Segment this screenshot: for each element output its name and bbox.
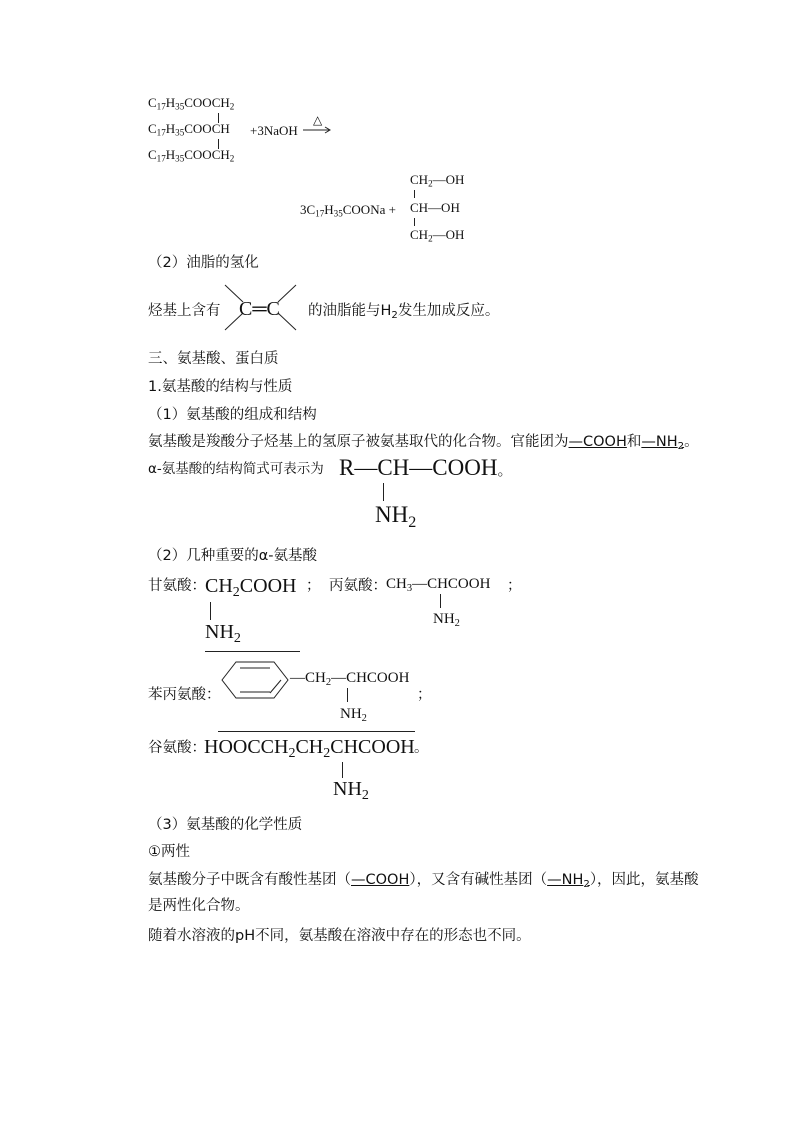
alpha-structure: R—CH—COOH。 bbox=[339, 455, 513, 480]
heat-condition: △ bbox=[313, 113, 323, 127]
phenylalanine-underline bbox=[218, 731, 415, 732]
amphoteric-para-line1: 氨基酸分子中既含有酸性基团（—COOH），又含有碱性基团$(—NH_2)$，因此，氨基酸 bbox=[148, 872, 699, 891]
hydrogenation-heading: （2）油脂的氢化 bbox=[148, 255, 259, 271]
ester-row-2: $C_{17}H_{35}COOCH$ bbox=[148, 121, 230, 138]
alanine-bond bbox=[440, 594, 441, 608]
glycine-bond bbox=[210, 602, 211, 620]
glycerol-row-2: CH—OH bbox=[410, 200, 460, 215]
chem-props-heading: （3）氨基酸的化学性质 bbox=[148, 817, 303, 833]
ester-row-1: $C_{17}H_{35}COOCH_2$ bbox=[148, 95, 235, 112]
important-aa-heading: （2）几种重要的α-氨基酸 bbox=[148, 548, 318, 564]
alpha-label: α-氨基酸的结构简式可表示为 bbox=[148, 461, 324, 477]
amphoteric-para-line2: 是两性化合物。 bbox=[148, 898, 250, 914]
glycine-structure: $CH_2COOH$ bbox=[205, 575, 297, 601]
phenylalanine-nh2: $NH_2$ bbox=[340, 706, 367, 725]
glycerol-row-1: $CH_2—OH$ bbox=[410, 172, 465, 189]
phenylalanine-label: 苯丙氨酸： bbox=[148, 687, 221, 703]
glutamic-bond bbox=[342, 762, 343, 778]
glycerol-bond-2 bbox=[414, 218, 415, 226]
alanine-structure: $CH_3—CHCOOH$ bbox=[386, 576, 491, 595]
reagent-naoh: +3NaOH bbox=[250, 123, 298, 138]
alanine-nh2: $NH_2$ bbox=[433, 611, 460, 630]
glycine-nh2: $NH_2$ bbox=[205, 621, 241, 647]
glycerol-bond-1 bbox=[414, 190, 415, 198]
hydrogenation-text-before: 烃基上含有 bbox=[148, 303, 221, 319]
glycine-sep: ； bbox=[306, 578, 321, 594]
item1-text: 氨基酸是羧酸分子烃基上的氢原子被氨基取代的化合物。官能团为—COOH和$—NH_2$。 bbox=[148, 434, 699, 453]
glycine-underline bbox=[205, 651, 300, 652]
ph-paragraph: 随着水溶液的pH不同，氨基酸在溶液中存在的形态也不同。 bbox=[148, 928, 531, 944]
alpha-bond bbox=[383, 483, 384, 501]
phenylalanine-bond bbox=[347, 688, 348, 702]
hydrogenation-text-after: 的油脂能与$H_2$发生加成反应。 bbox=[308, 303, 500, 322]
phenylalanine-end: ； bbox=[417, 687, 432, 703]
item1-heading: （1）氨基酸的组成和结构 bbox=[148, 407, 317, 423]
product-salt: $3C_{17}H_{35}COONa$ + bbox=[300, 202, 396, 219]
benzene-ring-icon bbox=[218, 660, 293, 700]
glutamic-nh2: $NH_2$ bbox=[333, 778, 369, 804]
glutamic-label: 谷氨酸： bbox=[148, 740, 206, 756]
alanine-end: ； bbox=[507, 578, 522, 594]
glutamic-end: 。 bbox=[414, 740, 429, 756]
subsection-1: 1.氨基酸的结构与性质 bbox=[148, 379, 293, 395]
section-title: 三、氨基酸、蛋白质 bbox=[148, 351, 279, 367]
glycerol-row-3: $CH_2—OH$ bbox=[410, 227, 465, 244]
glycine-label: 甘氨酸： bbox=[148, 578, 206, 594]
phenylalanine-structure: $—CH_2—CHCOOH$ bbox=[290, 670, 410, 689]
alpha-nh2: $NH_2$ bbox=[375, 502, 417, 531]
amphoteric-heading: ①两性 bbox=[148, 844, 190, 860]
ester-row-3: $C_{17}H_{35}COOCH_2$ bbox=[148, 147, 235, 164]
double-bond-cc: C═C bbox=[239, 298, 280, 320]
glutamic-structure: $HOOCCH_2CH_2CHCOOH$ bbox=[204, 736, 415, 762]
alanine-label: 丙氨酸： bbox=[329, 578, 387, 594]
reaction-arrow bbox=[303, 125, 333, 135]
